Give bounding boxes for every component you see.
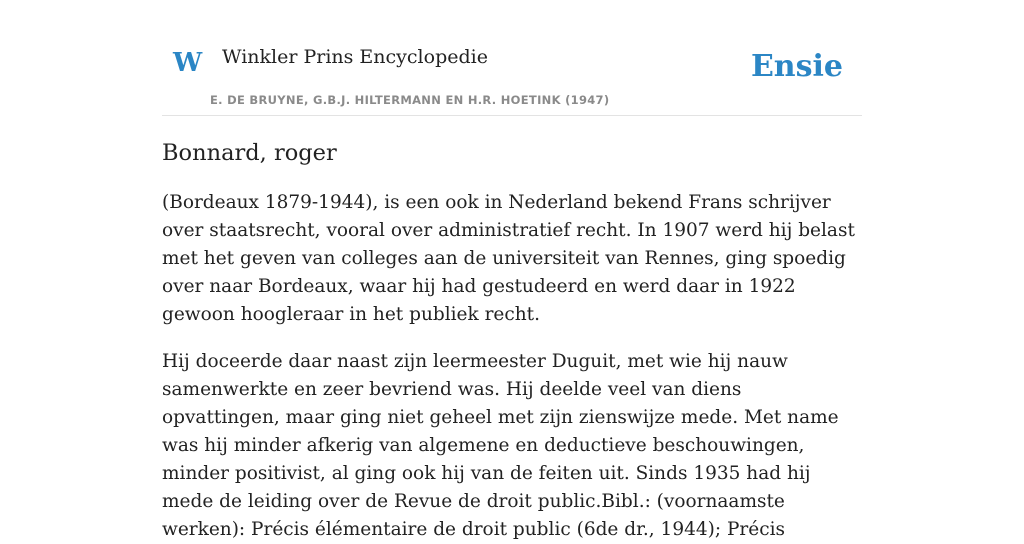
- page: [162, 0, 862, 540]
- winkler-prins-logo-icon[interactable]: W: [173, 48, 203, 78]
- entry-title: Bonnard, roger: [162, 140, 337, 166]
- entry-paragraph: (Bordeaux 1879-1944), is een ook in Nederland bekend Frans schrijver over staatsrecht, vooral over administratief recht. In 1907 werd hij belast met het geven van colleges aan de universiteit van Rennes, ging spoedig over naar Bordeaux, waar hij had gestudeerd en werd daar in 1922 gewoon hoogleraar in het publiek recht.: [162, 192, 855, 325]
- ensie-logo-link[interactable]: Ensie: [750, 49, 843, 84]
- book-authors: E. DE BRUYNE, G.B.J. HILTERMANN EN H.R. HOETINK (1947): [210, 93, 610, 107]
- header: [162, 0, 862, 116]
- book-title[interactable]: Winkler Prins Encyclopedie: [222, 46, 488, 68]
- entry-paragraph: Hij doceerde daar naast zijn leermeester Duguit, met wie hij nauw samenwerkte en zeer bevriend was. Hij deelde veel van diens opvattingen, maar ging niet geheel met zijn zienswijze mede. Met name was hij minder afkerig van algemene en deductieve beschouwingen, minder positivist, al ging ook hij van de feiten uit. Sinds 1935 had hij mede de leiding over de Revue de droit public.Bibl.: (voornaamste werken): Précis élémentaire de droit public (6de dr., 1944); Précis: [162, 351, 839, 540]
- entry-body: [162, 189, 862, 544]
